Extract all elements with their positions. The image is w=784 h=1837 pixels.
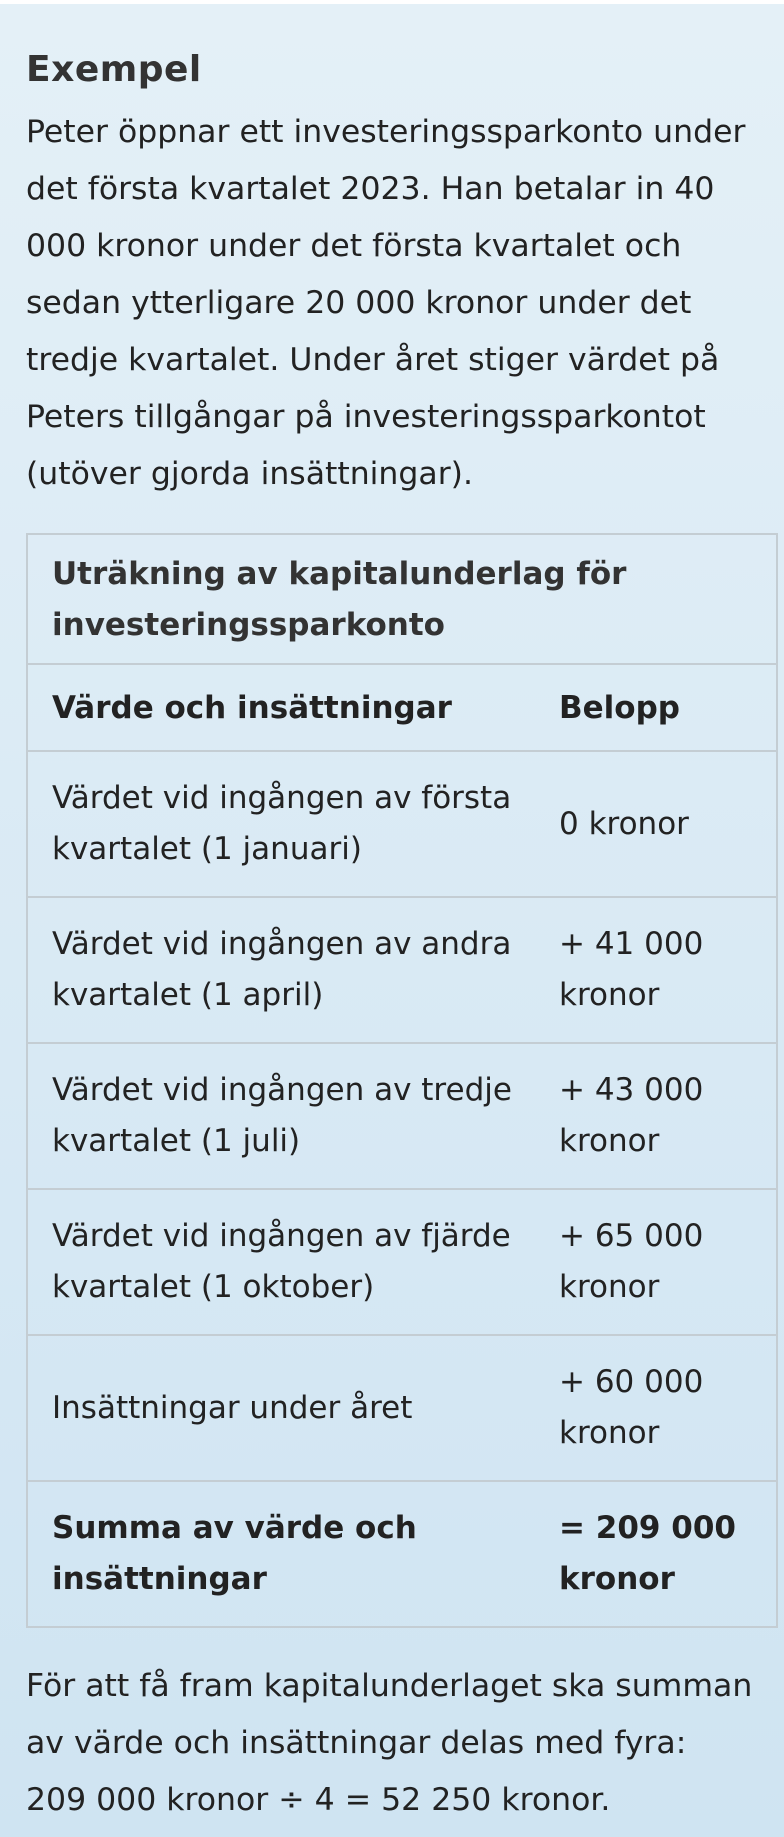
row-amount: 0 kronor	[559, 751, 777, 897]
header-amount: Belopp	[559, 664, 777, 751]
conclusion-block	[26, 1658, 778, 1829]
row-label: Insättningar under året	[27, 1335, 559, 1481]
sum-row	[27, 1481, 777, 1627]
header-label: Värde och insättningar	[27, 664, 559, 751]
table-header-row	[27, 664, 777, 751]
capital-base-table	[26, 533, 778, 1628]
row-amount: + 60 000 kronor	[559, 1335, 777, 1481]
row-amount: + 41 000 kronor	[559, 897, 777, 1043]
row-amount: + 43 000 kronor	[559, 1043, 777, 1189]
top-divider	[0, 0, 784, 4]
table-row	[27, 1043, 777, 1189]
table-row	[27, 1335, 777, 1481]
row-label: Värdet vid ingången av tredje kvartalet (1 juli)	[27, 1043, 559, 1189]
row-amount: + 65 000 kronor	[559, 1189, 777, 1335]
example-intro: Peter öppnar ett investeringssparkonto under det första kvartalet 2023. Han betalar in 40 000 kronor under det första kvartalet och sedan ytterligare 20 000 kronor under det tredje kvartalet. Under året stiger värdet på Peters tillgångar på investeringssparkontot (utöver gjorda insättningar).	[26, 114, 746, 492]
sum-label: Summa av värde och insättningar	[27, 1481, 559, 1627]
table-caption: Uträkning av kapitalunderlag för investeringssparkonto	[26, 533, 778, 663]
calculation-formula: 209 000 kronor ÷ 4 = 52 250 kronor.	[26, 1782, 611, 1818]
conclusion-text: För att få fram kapitalunderlaget ska summan av värde och insättningar delas med fyra:	[26, 1668, 753, 1761]
row-label: Värdet vid ingången av fjärde kvartalet (1 oktober)	[27, 1189, 559, 1335]
example-box	[26, 44, 778, 1829]
row-label: Värdet vid ingången av andra kvartalet (1 april)	[27, 897, 559, 1043]
sum-amount: = 209 000 kronor	[559, 1481, 777, 1627]
row-label: Värdet vid ingången av första kvartalet (1 januari)	[27, 751, 559, 897]
table-row	[27, 897, 777, 1043]
example-heading: Exempel	[26, 49, 202, 90]
table-row	[27, 751, 777, 897]
table-row	[27, 1189, 777, 1335]
